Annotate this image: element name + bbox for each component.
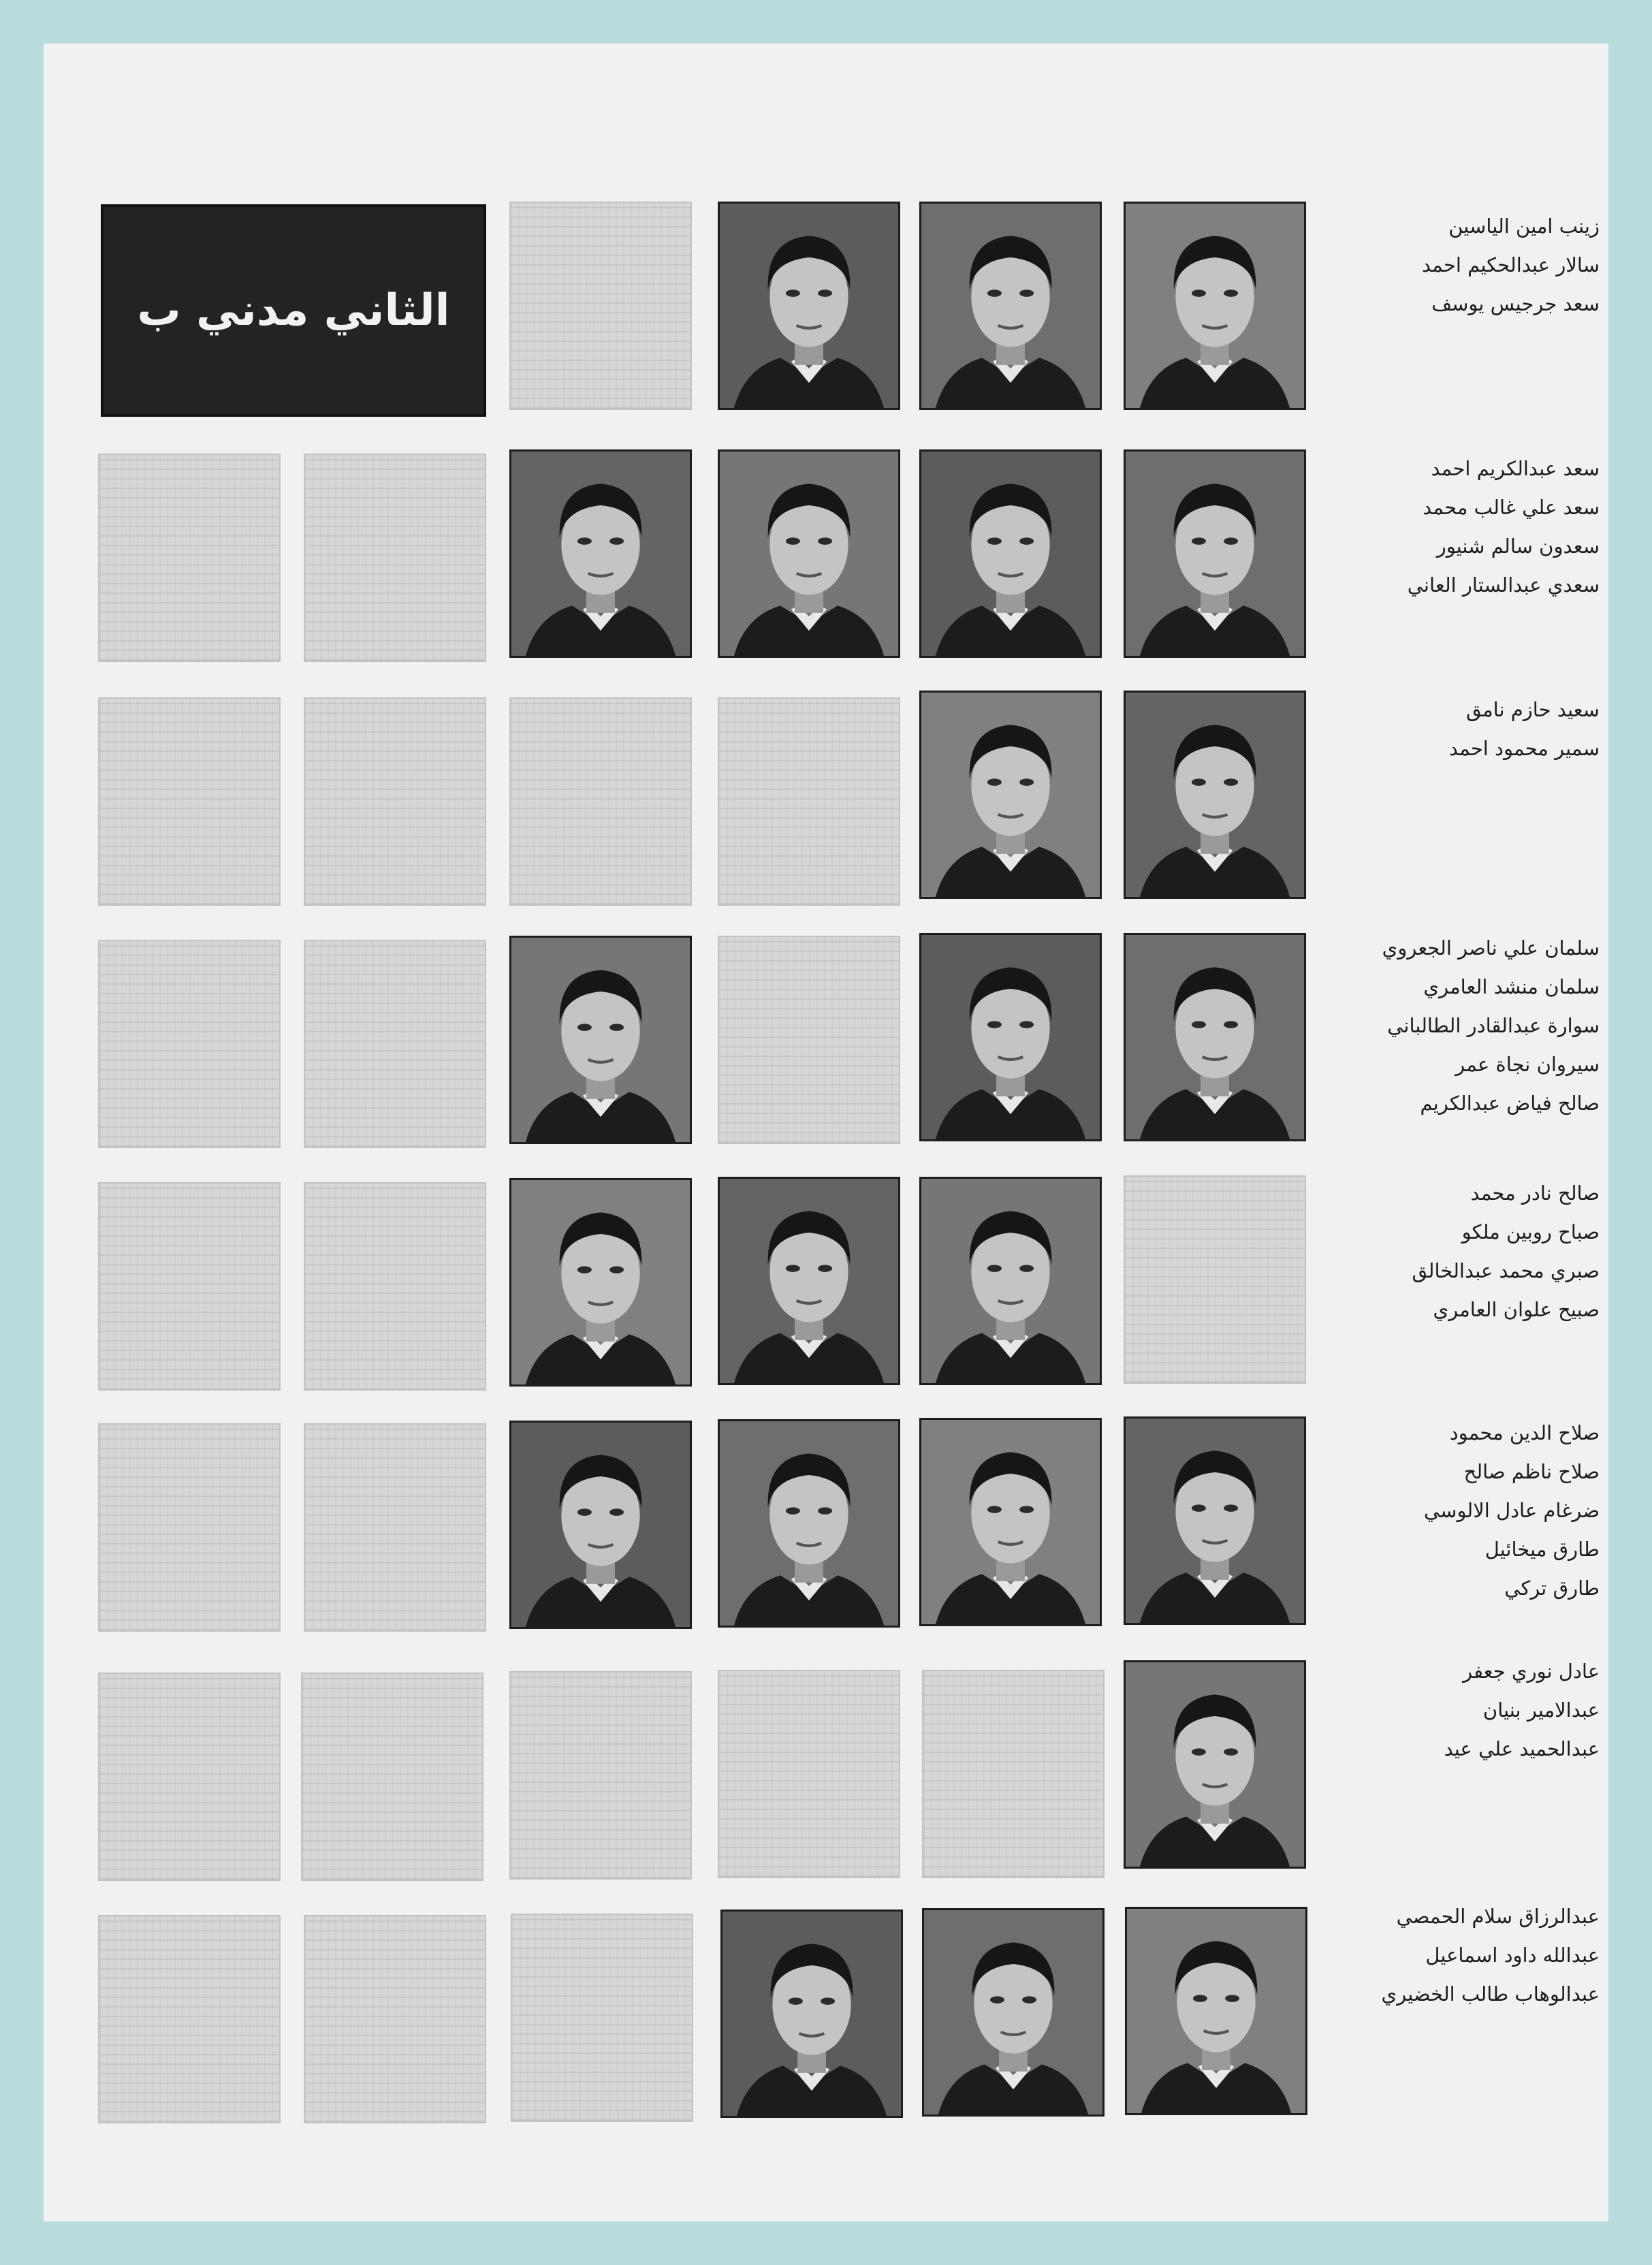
class-title: الثاني مدني ب <box>137 285 450 336</box>
student-names-row-8 <box>1375 1897 1600 2014</box>
student-name: سالار عبدالحكيم احمد <box>1421 253 1600 276</box>
blank-photo-slot <box>509 1671 692 1880</box>
student-name: زينب امين الياسين <box>1448 215 1600 238</box>
class-title-banner <box>101 204 486 417</box>
student-names-row-5 <box>1375 1174 1600 1329</box>
portrait-silhouette-icon <box>511 452 690 656</box>
student-photo <box>1125 1907 1307 2115</box>
student-photo <box>509 936 692 1144</box>
portrait-silhouette-icon <box>1126 1662 1304 1867</box>
student-photo <box>509 1421 692 1629</box>
student-name: ضرغام عادل الالوسي <box>1423 1499 1600 1522</box>
student-names-row-6 <box>1375 1414 1600 1608</box>
portrait-silhouette-icon <box>1126 204 1304 408</box>
student-photo <box>919 1177 1102 1385</box>
student-name: سعد عبدالكريم احمد <box>1431 457 1600 480</box>
student-name: صبري محمد عبدالخالق <box>1412 1259 1600 1282</box>
portrait-silhouette-icon <box>921 1179 1100 1383</box>
blank-photo-slot <box>304 1423 486 1632</box>
student-name: عبدالوهاب طالب الخضيري <box>1381 1982 1600 2006</box>
student-name: سيروان نجاة عمر <box>1455 1053 1600 1076</box>
student-photo <box>718 1177 900 1385</box>
student-name: سعدون سالم شنيور <box>1436 535 1600 558</box>
portrait-silhouette-icon <box>921 935 1100 1139</box>
portrait-silhouette-icon <box>1126 693 1304 897</box>
student-names-row-7 <box>1375 1652 1600 1769</box>
portrait-silhouette-icon <box>511 1180 690 1384</box>
student-photo <box>1124 202 1306 410</box>
blank-photo-slot <box>509 697 692 906</box>
student-name: سعد جرجيس يوسف <box>1431 292 1600 315</box>
student-name: عبدالرزاق سلام الحمصي <box>1396 1905 1600 1928</box>
portrait-silhouette-icon <box>1127 1909 1305 2113</box>
portrait-silhouette-icon <box>1126 452 1304 656</box>
student-name: سمير محمود احمد <box>1448 737 1600 760</box>
blank-photo-slot <box>718 1670 900 1878</box>
yearbook-page <box>44 44 1608 2221</box>
blank-photo-slot <box>509 202 692 410</box>
student-name: صالح نادر محمد <box>1470 1182 1600 1205</box>
portrait-silhouette-icon <box>921 204 1100 408</box>
student-name: صلاح ناظم صالح <box>1463 1460 1600 1483</box>
student-name: سلمان علي ناصر الجعروي <box>1382 936 1600 960</box>
portrait-silhouette-icon <box>1126 1419 1304 1623</box>
portrait-silhouette-icon <box>921 693 1100 897</box>
blank-photo-slot <box>718 697 900 906</box>
student-photo <box>509 449 692 658</box>
portrait-silhouette-icon <box>921 452 1100 656</box>
blank-photo-slot <box>98 1182 281 1391</box>
blank-photo-slot <box>301 1673 483 1881</box>
student-name: سلمان منشد العامري <box>1423 975 1600 998</box>
blank-photo-slot <box>304 697 486 906</box>
student-name: عبدالله داود اسماعيل <box>1425 1944 1600 1967</box>
portrait-silhouette-icon <box>511 1423 690 1627</box>
portrait-silhouette-icon <box>720 1421 898 1626</box>
student-names-row-3 <box>1375 691 1600 768</box>
blank-photo-slot <box>304 454 486 662</box>
student-photo <box>1124 1660 1306 1869</box>
student-name: عبدالحميد علي عيد <box>1444 1737 1600 1760</box>
student-name: صلاح الدين محمود <box>1449 1421 1600 1444</box>
blank-photo-slot <box>98 1423 281 1632</box>
student-photo <box>919 1418 1102 1626</box>
student-name: سوارة عبدالقادر الطالباني <box>1387 1014 1600 1037</box>
student-name: سعد علي غالب محمد <box>1423 496 1600 519</box>
blank-photo-slot <box>922 1670 1105 1878</box>
student-name: سعيد حازم نامق <box>1465 698 1600 721</box>
portrait-silhouette-icon <box>720 1179 898 1383</box>
blank-photo-slot <box>98 940 281 1148</box>
blank-photo-slot <box>511 1914 693 2122</box>
blank-photo-slot <box>98 454 281 662</box>
student-photo <box>718 202 900 410</box>
blank-photo-slot <box>718 936 900 1144</box>
portrait-silhouette-icon <box>722 1912 901 2116</box>
blank-photo-slot <box>98 697 281 906</box>
student-photo <box>1124 933 1306 1141</box>
portrait-silhouette-icon <box>1126 935 1304 1139</box>
portrait-silhouette-icon <box>511 938 690 1142</box>
student-photo <box>919 202 1102 410</box>
blank-photo-slot <box>304 1915 486 2123</box>
student-photo <box>1124 691 1306 899</box>
student-name: عادل نوري جعفر <box>1463 1660 1600 1683</box>
portrait-silhouette-icon <box>924 1910 1102 2114</box>
student-photo <box>922 1908 1105 2117</box>
student-name: سعدي عبدالستار العاني <box>1407 573 1600 597</box>
student-names-row-4 <box>1375 929 1600 1123</box>
student-name: طارق تركي <box>1504 1577 1600 1600</box>
blank-photo-slot <box>304 940 486 1148</box>
student-name: صالح فياض عبدالكريم <box>1420 1092 1600 1115</box>
student-photo <box>718 1419 900 1628</box>
portrait-silhouette-icon <box>720 452 898 656</box>
student-name: صباح روبين ملكو <box>1461 1220 1600 1244</box>
student-photo <box>1124 449 1306 658</box>
student-photo <box>1124 1416 1306 1625</box>
portrait-silhouette-icon <box>720 204 898 408</box>
blank-photo-slot <box>98 1915 281 2123</box>
portrait-silhouette-icon <box>921 1420 1100 1624</box>
student-photo <box>919 449 1102 658</box>
student-name: طارق ميخائيل <box>1484 1538 1600 1561</box>
student-photo <box>509 1178 692 1387</box>
student-photo <box>919 933 1102 1141</box>
blank-photo-slot <box>98 1673 281 1881</box>
student-photo <box>919 691 1102 899</box>
blank-photo-slot <box>304 1182 486 1391</box>
student-name: صبيح علوان العامري <box>1433 1298 1600 1321</box>
student-photo <box>720 1910 903 2118</box>
student-names-row-1 <box>1375 207 1600 323</box>
student-photo <box>718 449 900 658</box>
blank-photo-slot <box>1124 1175 1306 1384</box>
student-names-row-2 <box>1375 449 1600 605</box>
student-name: عبدالامير بنيان <box>1482 1698 1600 1722</box>
